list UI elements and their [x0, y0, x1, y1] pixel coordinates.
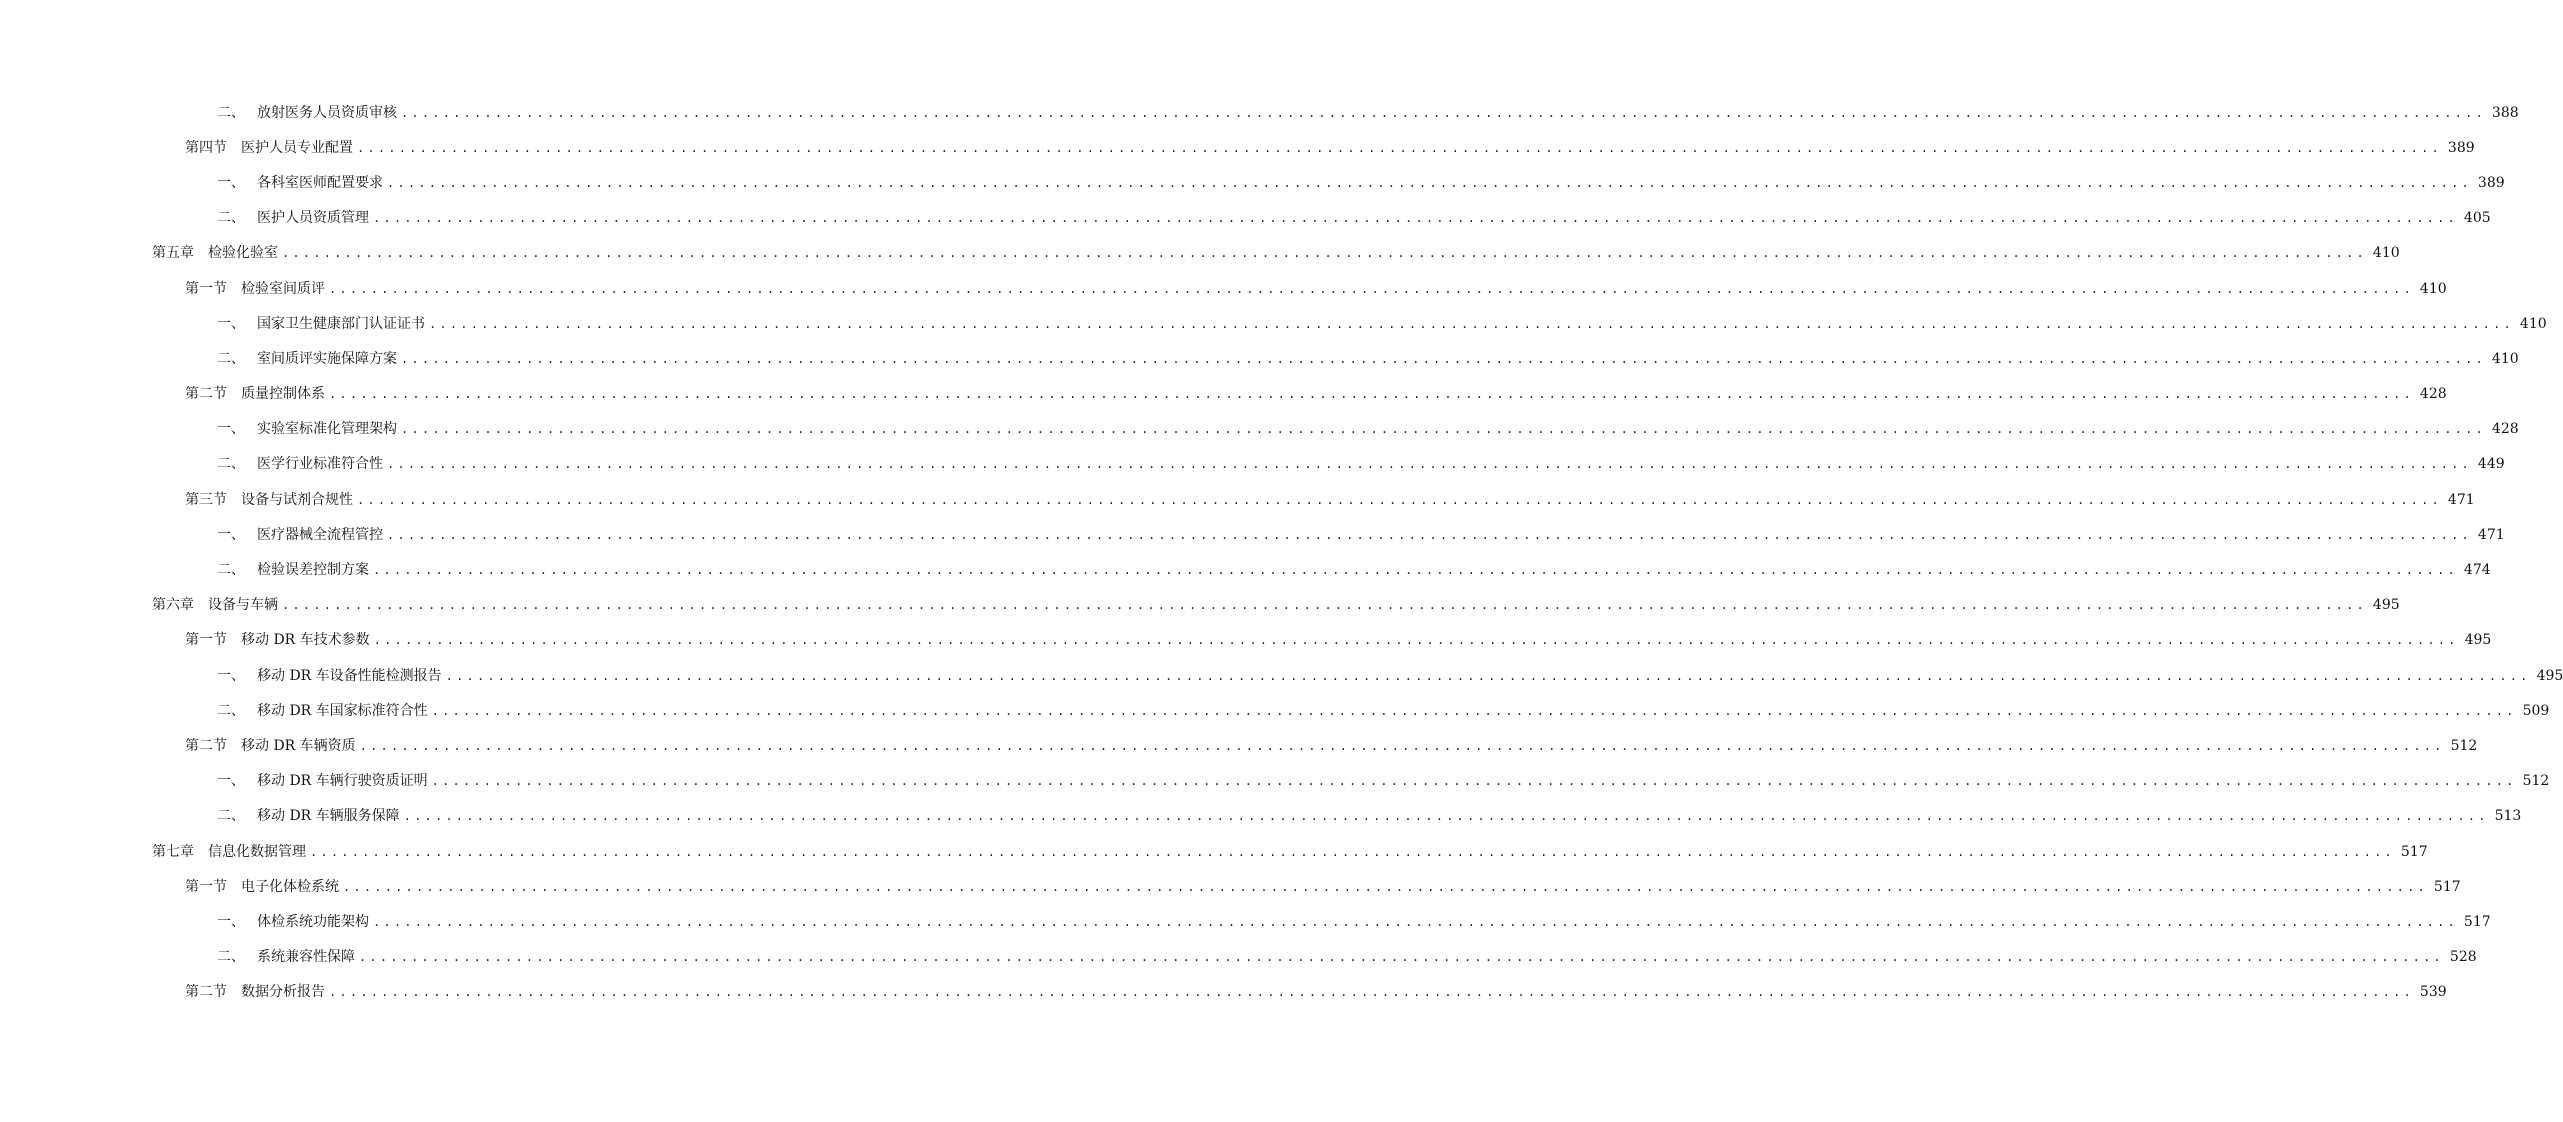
toc-entry[interactable]	[0, 975, 2447, 1010]
toc-entry-title	[185, 139, 353, 157]
toc-entry[interactable]	[0, 517, 2505, 552]
toc-entry[interactable]	[0, 341, 2519, 376]
toc-page-number: 471	[2447, 491, 2475, 508]
dot-leader: ........................................................................................................................................................................................................	[429, 316, 2514, 331]
dot-leader: ........................................................................................................................................................................................................	[387, 457, 2472, 472]
toc-page-number: 388	[2491, 104, 2519, 121]
toc-entry-title	[185, 737, 356, 755]
toc-entry-label: 医疗器械全流程管控	[257, 526, 383, 543]
toc-entry-label: 医护人员专业配置	[241, 139, 353, 156]
toc-page-number: 410	[2491, 350, 2519, 367]
toc-entry[interactable]	[0, 95, 2519, 130]
toc-entry-number: 二、	[217, 562, 245, 579]
table-of-contents	[0, 95, 2563, 1010]
dot-leader: ........................................................................................................................................................................................................	[373, 211, 2458, 226]
toc-entry-number: 二、	[217, 702, 245, 719]
toc-entry[interactable]	[0, 658, 2563, 693]
dot-leader: ........................................................................................................................................................................................................	[329, 387, 2414, 402]
dot-leader: ........................................................................................................................................................................................................	[431, 774, 2517, 789]
toc-entry-number: 二、	[217, 949, 245, 966]
toc-entry[interactable]	[0, 447, 2505, 482]
toc-entry-title	[217, 913, 369, 931]
toc-entry-number: 二、	[217, 808, 245, 825]
toc-entry-number: 第一节	[185, 280, 227, 297]
toc-page-number: 495	[2372, 597, 2400, 614]
toc-entry[interactable]	[0, 377, 2447, 412]
toc-entry-title	[217, 772, 428, 790]
toc-entry-title	[185, 878, 339, 896]
dot-leader: ........................................................................................................................................................................................................	[373, 563, 2458, 578]
toc-entry-label: 国家卫生健康部门认证证书	[257, 315, 425, 332]
toc-entry-label: 室间质评实施保障方案	[257, 350, 397, 367]
toc-page-number: 428	[2491, 421, 2519, 438]
dot-leader: ........................................................................................................................................................................................................	[282, 246, 2367, 261]
dot-leader: ........................................................................................................................................................................................................	[373, 633, 2459, 648]
toc-entry-number: 第六章	[152, 597, 194, 614]
toc-entry-number: 第二节	[185, 984, 227, 1001]
toc-entry-title	[152, 843, 306, 861]
toc-entry-title	[185, 491, 353, 509]
dot-leader: ........................................................................................................................................................................................................	[373, 914, 2458, 929]
dot-leader: ........................................................................................................................................................................................................	[401, 422, 2486, 437]
toc-page-number: 389	[2477, 174, 2505, 191]
dot-leader: ........................................................................................................................................................................................................	[403, 809, 2489, 824]
toc-entry-label: 系统兼容性保障	[257, 949, 355, 966]
toc-entry-label: 移动 DR 车辆服务保障	[257, 808, 400, 825]
dot-leader: ........................................................................................................................................................................................................	[387, 527, 2472, 542]
dot-leader: ........................................................................................................................................................................................................	[431, 703, 2517, 718]
toc-page-number: 428	[2419, 386, 2447, 403]
toc-entry-label: 移动 DR 车辆行驶资质证明	[257, 773, 428, 790]
dot-leader: ........................................................................................................................................................................................................	[343, 879, 2428, 894]
toc-page-number: 471	[2477, 526, 2505, 543]
toc-page-number: 539	[2419, 984, 2447, 1001]
toc-entry-title	[217, 174, 383, 192]
dot-leader: ........................................................................................................................................................................................................	[310, 844, 2395, 859]
toc-page-number: 512	[2522, 773, 2550, 790]
toc-entry-title	[217, 948, 355, 966]
toc-page-number: 389	[2447, 139, 2475, 156]
toc-entry-label: 移动 DR 车国家标准符合性	[257, 702, 428, 719]
toc-page-number: 405	[2463, 210, 2491, 227]
toc-entry[interactable]	[0, 412, 2519, 447]
dot-leader: ........................................................................................................................................................................................................	[329, 985, 2414, 1000]
toc-entry-title	[152, 596, 278, 614]
toc-page-number: 517	[2433, 878, 2461, 895]
toc-entry-number: 二、	[217, 104, 245, 121]
toc-entry[interactable]	[0, 940, 2477, 975]
toc-entry-title	[217, 667, 442, 685]
toc-entry-number: 二、	[217, 456, 245, 473]
toc-entry-label: 体检系统功能架构	[257, 913, 369, 930]
dot-leader: ........................................................................................................................................................................................................	[387, 175, 2472, 190]
toc-entry-label: 移动 DR 车技术参数	[241, 632, 370, 649]
toc-entry-title	[185, 631, 370, 649]
toc-entry-title	[217, 209, 369, 227]
toc-entry-title	[217, 350, 397, 368]
toc-entry-number: 第五章	[152, 245, 194, 262]
toc-page-number: 495	[2536, 667, 2563, 684]
toc-entry-number: 二、	[217, 210, 245, 227]
toc-page-number: 410	[2419, 280, 2447, 297]
toc-entry[interactable]	[0, 165, 2505, 200]
toc-entry-label: 医学行业标准符合性	[257, 456, 383, 473]
dot-leader: ........................................................................................................................................................................................................	[359, 950, 2444, 965]
toc-entry-title	[217, 807, 400, 825]
toc-entry-title	[152, 244, 278, 262]
toc-entry-label: 移动 DR 车设备性能检测报告	[257, 667, 442, 684]
toc-entry-title	[217, 702, 428, 720]
dot-leader: ........................................................................................................................................................................................................	[401, 105, 2486, 120]
toc-page-number: 509	[2522, 702, 2550, 719]
dot-leader: ........................................................................................................................................................................................................	[359, 738, 2445, 753]
toc-entry[interactable]	[0, 764, 2550, 799]
toc-entry-label: 设备与车辆	[208, 597, 278, 614]
toc-entry[interactable]	[0, 306, 2547, 341]
toc-entry-title	[217, 526, 383, 544]
toc-entry-label: 检验室间质评	[241, 280, 325, 297]
toc-entry-label: 电子化体检系统	[241, 878, 339, 895]
toc-page-number: 513	[2494, 808, 2522, 825]
toc-entry-label: 放射医务人员资质审核	[257, 104, 397, 121]
toc-entry[interactable]	[0, 201, 2491, 236]
toc-entry-label: 质量控制体系	[241, 386, 325, 403]
toc-entry-title	[217, 455, 383, 473]
toc-entry-title	[185, 385, 325, 403]
toc-entry-label: 各科室医师配置要求	[257, 174, 383, 191]
toc-entry-title	[217, 104, 397, 122]
toc-page-number: 410	[2519, 315, 2547, 332]
toc-entry-number: 一、	[217, 315, 245, 332]
toc-entry-number: 第二节	[185, 737, 227, 754]
toc-page-number: 410	[2372, 245, 2400, 262]
dot-leader: ........................................................................................................................................................................................................	[401, 351, 2486, 366]
toc-entry-number: 一、	[217, 174, 245, 191]
dot-leader: ........................................................................................................................................................................................................	[445, 668, 2531, 683]
toc-entry-title	[217, 561, 369, 579]
dot-leader: ........................................................................................................................................................................................................	[329, 281, 2414, 296]
toc-entry-number: 第三节	[185, 491, 227, 508]
toc-entry[interactable]	[0, 799, 2522, 834]
toc-page-number: 512	[2450, 737, 2478, 754]
toc-entry[interactable]	[0, 693, 2550, 728]
toc-entry-number: 一、	[217, 526, 245, 543]
dot-leader: ........................................................................................................................................................................................................	[357, 492, 2442, 507]
toc-entry[interactable]	[0, 236, 2400, 271]
toc-entry-label: 移动 DR 车辆资质	[241, 737, 356, 754]
toc-entry-title	[217, 420, 397, 438]
toc-entry-number: 一、	[217, 667, 245, 684]
toc-entry[interactable]	[0, 482, 2475, 517]
toc-page-number: 449	[2477, 456, 2505, 473]
toc-entry-label: 信息化数据管理	[208, 843, 306, 860]
toc-entry-number: 第二节	[185, 386, 227, 403]
toc-entry-number: 第七章	[152, 843, 194, 860]
toc-entry[interactable]	[0, 271, 2447, 306]
toc-page-number: 517	[2400, 843, 2428, 860]
toc-entry[interactable]	[0, 588, 2400, 623]
toc-entry[interactable]	[0, 869, 2461, 904]
dot-leader: ........................................................................................................................................................................................................	[357, 140, 2442, 155]
toc-entry-number: 第四节	[185, 139, 227, 156]
toc-entry-number: 第一节	[185, 632, 227, 649]
toc-entry[interactable]	[0, 552, 2491, 587]
toc-entry[interactable]	[0, 623, 2492, 658]
toc-entry-number: 一、	[217, 773, 245, 790]
toc-entry[interactable]	[0, 130, 2475, 165]
toc-entry-label: 设备与试剂合规性	[241, 491, 353, 508]
toc-entry-label: 检验化验室	[208, 245, 278, 262]
toc-entry-title	[185, 983, 325, 1001]
toc-entry-title	[185, 280, 325, 298]
toc-page-number: 528	[2449, 949, 2477, 966]
toc-entry-number: 一、	[217, 913, 245, 930]
toc-entry-label: 实验室标准化管理架构	[257, 421, 397, 438]
toc-entry-title	[217, 315, 425, 333]
toc-entry-number: 第一节	[185, 878, 227, 895]
toc-entry-label: 医护人员资质管理	[257, 210, 369, 227]
toc-entry-number: 一、	[217, 421, 245, 438]
toc-entry-label: 数据分析报告	[241, 984, 325, 1001]
toc-entry[interactable]	[0, 728, 2478, 763]
toc-page-number: 495	[2464, 632, 2492, 649]
toc-entry-label: 检验误差控制方案	[257, 562, 369, 579]
toc-page-number: 517	[2463, 913, 2491, 930]
dot-leader: ........................................................................................................................................................................................................	[282, 598, 2367, 613]
toc-page-number: 474	[2463, 562, 2491, 579]
toc-entry[interactable]	[0, 904, 2491, 939]
toc-entry[interactable]	[0, 834, 2428, 869]
toc-entry-number: 二、	[217, 350, 245, 367]
